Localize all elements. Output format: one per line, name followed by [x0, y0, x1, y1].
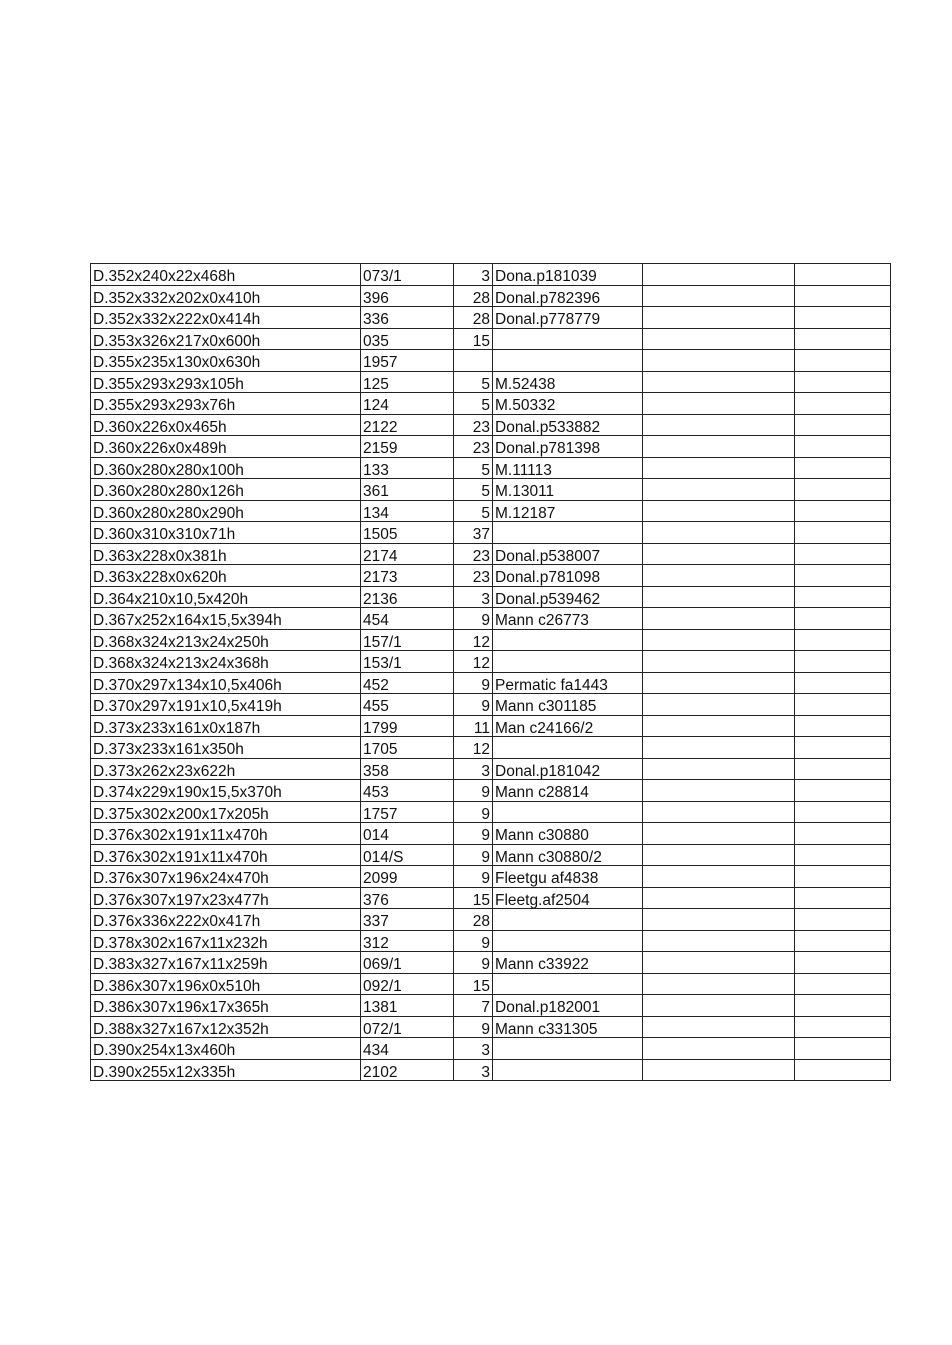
dimensions-cell: D.352x332x222x0x414h [91, 307, 361, 329]
code-cell: 2099 [361, 866, 454, 888]
empty-cell [643, 995, 795, 1017]
empty-cell [643, 694, 795, 716]
code-cell: 336 [361, 307, 454, 329]
empty-cell [795, 801, 891, 823]
empty-cell [795, 909, 891, 931]
empty-cell [643, 715, 795, 737]
dimensions-cell: D.374x229x190x15,5x370h [91, 780, 361, 802]
table-row [91, 522, 891, 544]
table-row [91, 737, 891, 759]
empty-cell [643, 973, 795, 995]
code-cell: 1957 [361, 350, 454, 372]
empty-cell [795, 1059, 891, 1081]
code-cell: 452 [361, 672, 454, 694]
code-cell: 1799 [361, 715, 454, 737]
reference-cell: Donal.p182001 [493, 995, 643, 1017]
empty-cell [795, 1038, 891, 1060]
code-cell: 361 [361, 479, 454, 501]
dimensions-cell: D.376x336x222x0x417h [91, 909, 361, 931]
quantity-cell: 3 [454, 264, 493, 286]
empty-cell [795, 995, 891, 1017]
empty-cell [643, 1038, 795, 1060]
empty-cell [643, 565, 795, 587]
table-row [91, 307, 891, 329]
empty-cell [643, 436, 795, 458]
empty-cell [795, 436, 891, 458]
empty-cell [795, 565, 891, 587]
quantity-cell: 11 [454, 715, 493, 737]
reference-cell: Donal.p533882 [493, 414, 643, 436]
empty-cell [643, 264, 795, 286]
table-row [91, 844, 891, 866]
quantity-cell: 15 [454, 973, 493, 995]
quantity-cell: 9 [454, 866, 493, 888]
empty-cell [795, 780, 891, 802]
empty-cell [643, 780, 795, 802]
table-row [91, 500, 891, 522]
quantity-cell: 9 [454, 1016, 493, 1038]
dimensions-cell: D.360x280x280x126h [91, 479, 361, 501]
empty-cell [643, 522, 795, 544]
reference-cell: Mann c331305 [493, 1016, 643, 1038]
table-row [91, 694, 891, 716]
dimensions-cell: D.375x302x200x17x205h [91, 801, 361, 823]
quantity-cell: 28 [454, 307, 493, 329]
quantity-cell: 9 [454, 780, 493, 802]
code-cell: 157/1 [361, 629, 454, 651]
dimensions-cell: D.376x302x191x11x470h [91, 844, 361, 866]
dimensions-cell: D.368x324x213x24x368h [91, 651, 361, 673]
table-row [91, 1016, 891, 1038]
code-cell: 072/1 [361, 1016, 454, 1038]
reference-cell: M.50332 [493, 393, 643, 415]
quantity-cell: 3 [454, 758, 493, 780]
dimensions-cell: D.353x326x217x0x600h [91, 328, 361, 350]
empty-cell [643, 350, 795, 372]
reference-cell: Man c24166/2 [493, 715, 643, 737]
dimensions-cell: D.360x310x310x71h [91, 522, 361, 544]
table-row [91, 371, 891, 393]
code-cell: 1505 [361, 522, 454, 544]
code-cell: 455 [361, 694, 454, 716]
code-cell: 014 [361, 823, 454, 845]
reference-cell [493, 737, 643, 759]
quantity-cell: 5 [454, 371, 493, 393]
code-cell: 396 [361, 285, 454, 307]
empty-cell [643, 737, 795, 759]
quantity-cell: 3 [454, 586, 493, 608]
code-cell: 014/S [361, 844, 454, 866]
empty-cell [795, 866, 891, 888]
dimensions-cell: D.390x254x13x460h [91, 1038, 361, 1060]
table-row [91, 995, 891, 1017]
code-cell: 1381 [361, 995, 454, 1017]
empty-cell [643, 844, 795, 866]
empty-cell [643, 823, 795, 845]
code-cell: 2136 [361, 586, 454, 608]
empty-cell [795, 1016, 891, 1038]
reference-cell [493, 973, 643, 995]
reference-cell: Fleetgu af4838 [493, 866, 643, 888]
empty-cell [643, 371, 795, 393]
empty-cell [643, 629, 795, 651]
table-row [91, 436, 891, 458]
reference-cell: Dona.p181039 [493, 264, 643, 286]
dimensions-cell: D.360x280x280x290h [91, 500, 361, 522]
empty-cell [643, 930, 795, 952]
table-row [91, 780, 891, 802]
reference-cell [493, 328, 643, 350]
quantity-cell: 28 [454, 285, 493, 307]
empty-cell [795, 393, 891, 415]
reference-cell [493, 522, 643, 544]
empty-cell [795, 844, 891, 866]
quantity-cell: 28 [454, 909, 493, 931]
quantity-cell: 9 [454, 608, 493, 630]
quantity-cell: 9 [454, 844, 493, 866]
empty-cell [643, 651, 795, 673]
empty-cell [795, 823, 891, 845]
empty-cell [795, 350, 891, 372]
empty-cell [643, 801, 795, 823]
reference-cell: Mann c33922 [493, 952, 643, 974]
empty-cell [795, 414, 891, 436]
dimensions-cell: D.360x280x280x100h [91, 457, 361, 479]
table-row [91, 930, 891, 952]
empty-cell [643, 1016, 795, 1038]
reference-cell: Mann c26773 [493, 608, 643, 630]
reference-cell: Donal.p781098 [493, 565, 643, 587]
code-cell: 2173 [361, 565, 454, 587]
quantity-cell: 23 [454, 414, 493, 436]
dimensions-cell: D.376x307x196x24x470h [91, 866, 361, 888]
dimensions-cell: D.388x327x167x12x352h [91, 1016, 361, 1038]
empty-cell [795, 930, 891, 952]
parts-table [90, 263, 891, 1081]
empty-cell [795, 629, 891, 651]
quantity-cell: 5 [454, 457, 493, 479]
dimensions-cell: D.355x235x130x0x630h [91, 350, 361, 372]
table-row [91, 887, 891, 909]
empty-cell [643, 887, 795, 909]
empty-cell [795, 371, 891, 393]
quantity-cell: 15 [454, 328, 493, 350]
table-row [91, 328, 891, 350]
code-cell: 434 [361, 1038, 454, 1060]
quantity-cell: 3 [454, 1038, 493, 1060]
empty-cell [795, 522, 891, 544]
reference-cell [493, 930, 643, 952]
quantity-cell: 9 [454, 801, 493, 823]
reference-cell [493, 651, 643, 673]
dimensions-cell: D.370x297x134x10,5x406h [91, 672, 361, 694]
reference-cell: Donal.p778779 [493, 307, 643, 329]
empty-cell [643, 1059, 795, 1081]
quantity-cell: 15 [454, 887, 493, 909]
dimensions-cell: D.352x332x202x0x410h [91, 285, 361, 307]
quantity-cell: 23 [454, 543, 493, 565]
empty-cell [795, 457, 891, 479]
dimensions-cell: D.386x307x196x17x365h [91, 995, 361, 1017]
quantity-cell: 9 [454, 672, 493, 694]
table-row [91, 866, 891, 888]
parts-table-body [91, 264, 891, 1081]
dimensions-cell: D.390x255x12x335h [91, 1059, 361, 1081]
table-row [91, 973, 891, 995]
code-cell: 2122 [361, 414, 454, 436]
empty-cell [795, 328, 891, 350]
code-cell: 134 [361, 500, 454, 522]
code-cell: 2174 [361, 543, 454, 565]
empty-cell [643, 758, 795, 780]
dimensions-cell: D.355x293x293x105h [91, 371, 361, 393]
reference-cell [493, 1038, 643, 1060]
dimensions-cell: D.386x307x196x0x510h [91, 973, 361, 995]
table-row [91, 350, 891, 372]
empty-cell [795, 715, 891, 737]
reference-cell [493, 629, 643, 651]
empty-cell [643, 414, 795, 436]
code-cell: 092/1 [361, 973, 454, 995]
reference-cell: Mann c30880/2 [493, 844, 643, 866]
empty-cell [795, 543, 891, 565]
dimensions-cell: D.373x233x161x0x187h [91, 715, 361, 737]
quantity-cell [454, 350, 493, 372]
table-row [91, 414, 891, 436]
code-cell: 1757 [361, 801, 454, 823]
empty-cell [643, 672, 795, 694]
empty-cell [643, 909, 795, 931]
code-cell: 153/1 [361, 651, 454, 673]
empty-cell [643, 586, 795, 608]
reference-cell: Donal.p538007 [493, 543, 643, 565]
code-cell: 069/1 [361, 952, 454, 974]
code-cell: 035 [361, 328, 454, 350]
table-row [91, 264, 891, 286]
quantity-cell: 37 [454, 522, 493, 544]
quantity-cell: 9 [454, 694, 493, 716]
quantity-cell: 23 [454, 565, 493, 587]
table-row [91, 586, 891, 608]
table-row [91, 285, 891, 307]
empty-cell [795, 758, 891, 780]
empty-cell [795, 952, 891, 974]
empty-cell [795, 973, 891, 995]
dimensions-cell: D.360x226x0x465h [91, 414, 361, 436]
empty-cell [643, 543, 795, 565]
table-row [91, 801, 891, 823]
dimensions-cell: D.376x307x197x23x477h [91, 887, 361, 909]
reference-cell: M.12187 [493, 500, 643, 522]
empty-cell [643, 285, 795, 307]
quantity-cell: 9 [454, 930, 493, 952]
code-cell: 312 [361, 930, 454, 952]
quantity-cell: 12 [454, 737, 493, 759]
empty-cell [795, 500, 891, 522]
reference-cell: Donal.p781398 [493, 436, 643, 458]
reference-cell: M.11113 [493, 457, 643, 479]
code-cell: 133 [361, 457, 454, 479]
table-row [91, 823, 891, 845]
code-cell: 376 [361, 887, 454, 909]
table-row [91, 543, 891, 565]
reference-cell: Mann c301185 [493, 694, 643, 716]
code-cell: 124 [361, 393, 454, 415]
code-cell: 358 [361, 758, 454, 780]
empty-cell [643, 866, 795, 888]
quantity-cell: 5 [454, 479, 493, 501]
empty-cell [643, 479, 795, 501]
empty-cell [795, 307, 891, 329]
dimensions-cell: D.378x302x167x11x232h [91, 930, 361, 952]
quantity-cell: 9 [454, 823, 493, 845]
quantity-cell: 5 [454, 393, 493, 415]
reference-cell: Donal.p181042 [493, 758, 643, 780]
table-row [91, 393, 891, 415]
quantity-cell: 9 [454, 952, 493, 974]
table-row [91, 715, 891, 737]
empty-cell [795, 737, 891, 759]
empty-cell [643, 608, 795, 630]
code-cell: 2159 [361, 436, 454, 458]
empty-cell [795, 264, 891, 286]
reference-cell: M.52438 [493, 371, 643, 393]
reference-cell: Permatic fa1443 [493, 672, 643, 694]
dimensions-cell: D.367x252x164x15,5x394h [91, 608, 361, 630]
dimensions-cell: D.352x240x22x468h [91, 264, 361, 286]
empty-cell [795, 608, 891, 630]
dimensions-cell: D.376x302x191x11x470h [91, 823, 361, 845]
reference-cell: M.13011 [493, 479, 643, 501]
quantity-cell: 12 [454, 651, 493, 673]
empty-cell [795, 586, 891, 608]
quantity-cell: 12 [454, 629, 493, 651]
code-cell: 337 [361, 909, 454, 931]
table-row [91, 479, 891, 501]
empty-cell [643, 500, 795, 522]
table-row [91, 1059, 891, 1081]
code-cell: 125 [361, 371, 454, 393]
dimensions-cell: D.360x226x0x489h [91, 436, 361, 458]
code-cell: 454 [361, 608, 454, 630]
reference-cell [493, 909, 643, 931]
reference-cell [493, 350, 643, 372]
empty-cell [643, 393, 795, 415]
dimensions-cell: D.373x233x161x350h [91, 737, 361, 759]
quantity-cell: 5 [454, 500, 493, 522]
empty-cell [643, 952, 795, 974]
empty-cell [795, 651, 891, 673]
table-row [91, 909, 891, 931]
dimensions-cell: D.383x327x167x11x259h [91, 952, 361, 974]
code-cell: 1705 [361, 737, 454, 759]
reference-cell: Mann c28814 [493, 780, 643, 802]
dimensions-cell: D.368x324x213x24x250h [91, 629, 361, 651]
table-row [91, 1038, 891, 1060]
dimensions-cell: D.370x297x191x10,5x419h [91, 694, 361, 716]
empty-cell [795, 672, 891, 694]
table-row [91, 457, 891, 479]
reference-cell: Donal.p782396 [493, 285, 643, 307]
reference-cell [493, 801, 643, 823]
empty-cell [643, 328, 795, 350]
table-row [91, 651, 891, 673]
reference-cell: Fleetg.af2504 [493, 887, 643, 909]
quantity-cell: 3 [454, 1059, 493, 1081]
empty-cell [795, 694, 891, 716]
code-cell: 073/1 [361, 264, 454, 286]
table-row [91, 952, 891, 974]
code-cell: 453 [361, 780, 454, 802]
dimensions-cell: D.364x210x10,5x420h [91, 586, 361, 608]
table-row [91, 608, 891, 630]
table-row [91, 758, 891, 780]
code-cell: 2102 [361, 1059, 454, 1081]
dimensions-cell: D.373x262x23x622h [91, 758, 361, 780]
empty-cell [795, 887, 891, 909]
empty-cell [643, 307, 795, 329]
table-row [91, 565, 891, 587]
empty-cell [795, 479, 891, 501]
dimensions-cell: D.363x228x0x620h [91, 565, 361, 587]
quantity-cell: 23 [454, 436, 493, 458]
reference-cell: Donal.p539462 [493, 586, 643, 608]
reference-cell [493, 1059, 643, 1081]
dimensions-cell: D.363x228x0x381h [91, 543, 361, 565]
reference-cell: Mann c30880 [493, 823, 643, 845]
table-row [91, 672, 891, 694]
quantity-cell: 7 [454, 995, 493, 1017]
empty-cell [795, 285, 891, 307]
dimensions-cell: D.355x293x293x76h [91, 393, 361, 415]
empty-cell [643, 457, 795, 479]
table-row [91, 629, 891, 651]
